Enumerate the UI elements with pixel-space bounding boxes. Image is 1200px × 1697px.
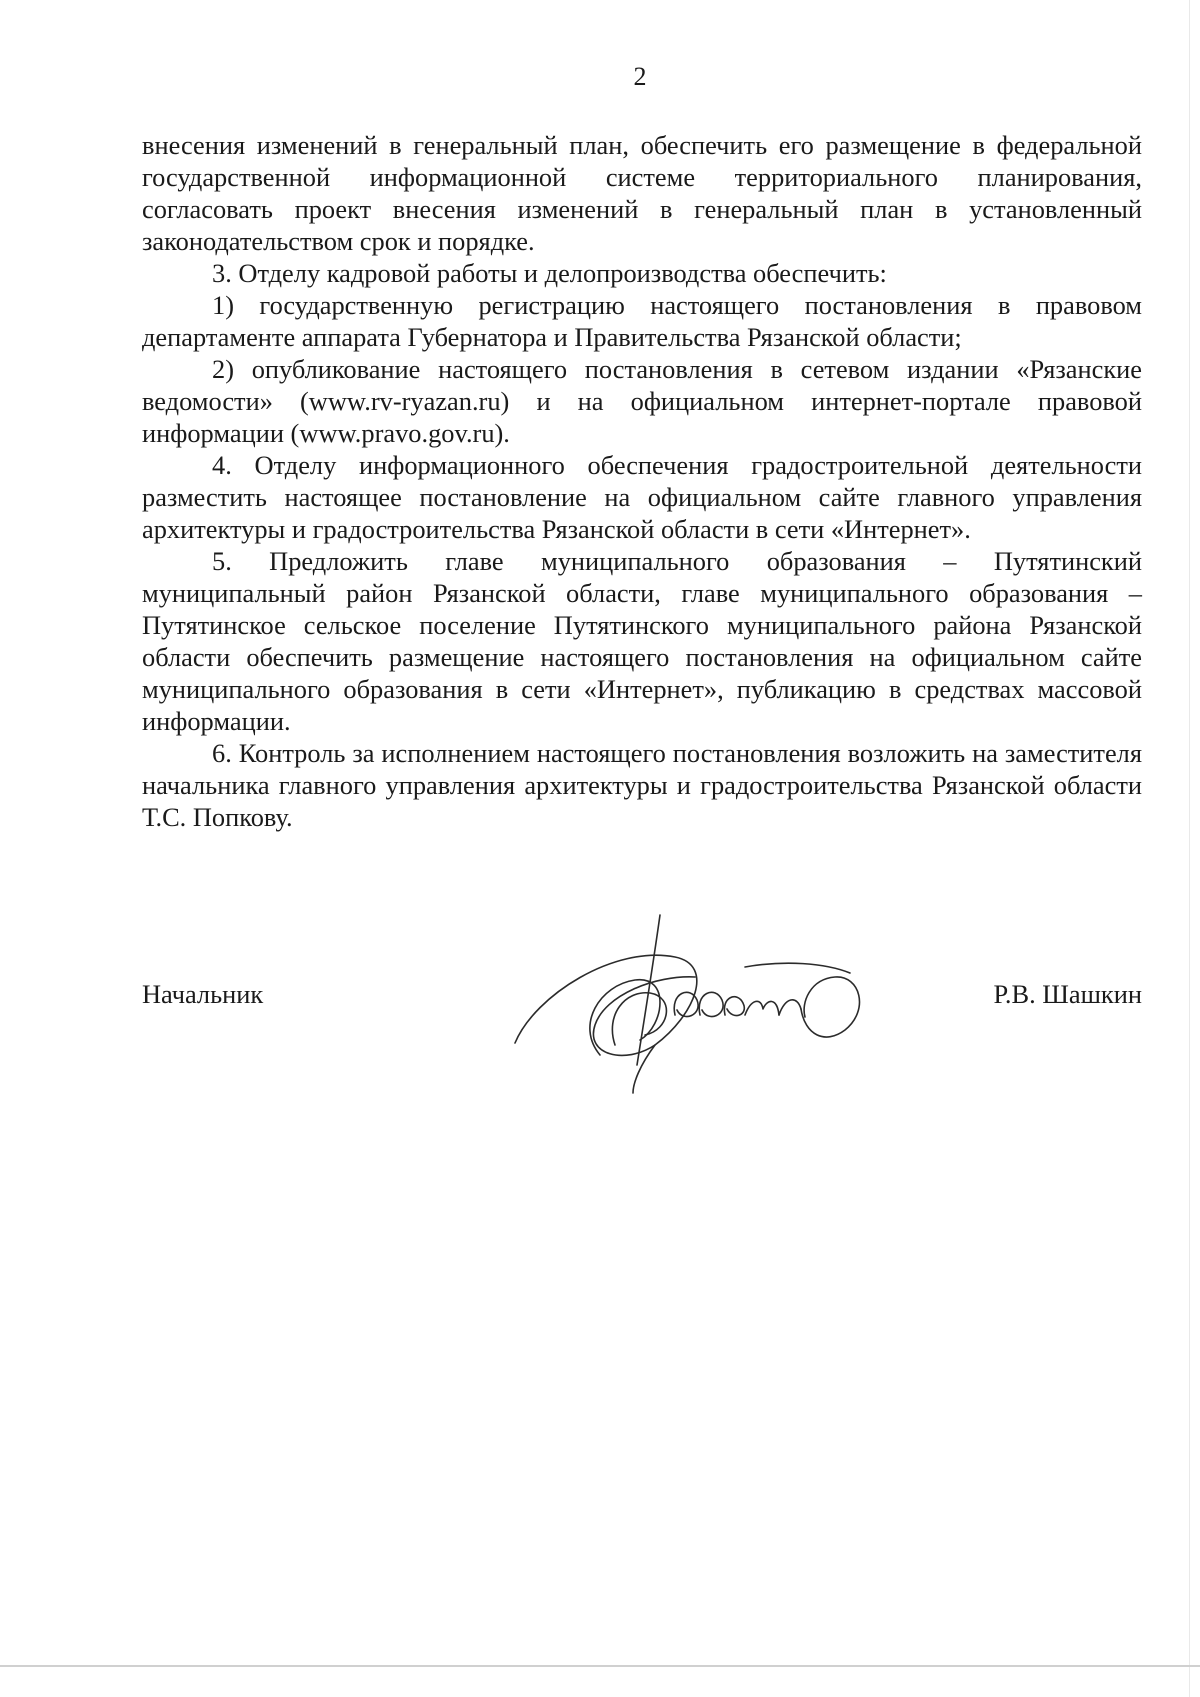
signature-title: Начальник [142,979,264,1009]
paragraph-continuation: внесения изменений в генеральный план, обеспечить его размещение в федеральной государственной информационной системе территориального планирования, согласовать проект внесения изменений в генеральный план в установленный законодательством срок и порядке. [142,130,1142,256]
paragraph-item-3: 3. Отделу кадровой работы и делопроизводства обеспечить: [212,258,887,288]
paragraph-item-6: 6. Контроль за исполнением настоящего постановления возложить на заместителя начальника главного управления архитектуры и градостроительства Рязанской области Т.С. Попкову. [142,738,1142,832]
scan-edge-right [1189,0,1190,1697]
paragraph-item-3-1: 1) государственную регистрацию настоящего постановления в правовом департаменте аппарата Губернатора и Правительства Рязанской области; [142,290,1142,352]
signature-block [142,978,1142,1012]
document-body [142,129,1142,833]
signature-name: Р.В. Шашкин [993,979,1142,1009]
paragraph-item-4: 4. Отделу информационного обеспечения градостроительной деятельности разместить настоящее постановление на официальном сайте главного управления архитектуры и градостроительства Рязанской области в сети «Интернет». [142,450,1142,544]
paragraph-item-3-2: 2) опубликование настоящего постановления в сетевом издании «Рязанские ведомости» (www.rv-ryazan.ru) и на официальном интернет-портале правовой информации (www.pravo.gov.ru). [142,354,1142,448]
scan-edge-bottom [0,1665,1200,1667]
paragraph-item-5: 5. Предложить главе муниципального образования – Путятинский муниципальный район Рязанской области, главе муниципального образования – Путятинское сельское поселение Путятинского муниципального района Рязанской области обеспечить размещение настоящего постановления на официальном сайте муниципального образования в сети «Интернет», публикацию в средствах массовой информации. [142,546,1142,736]
page-number: 2 [633,62,647,91]
